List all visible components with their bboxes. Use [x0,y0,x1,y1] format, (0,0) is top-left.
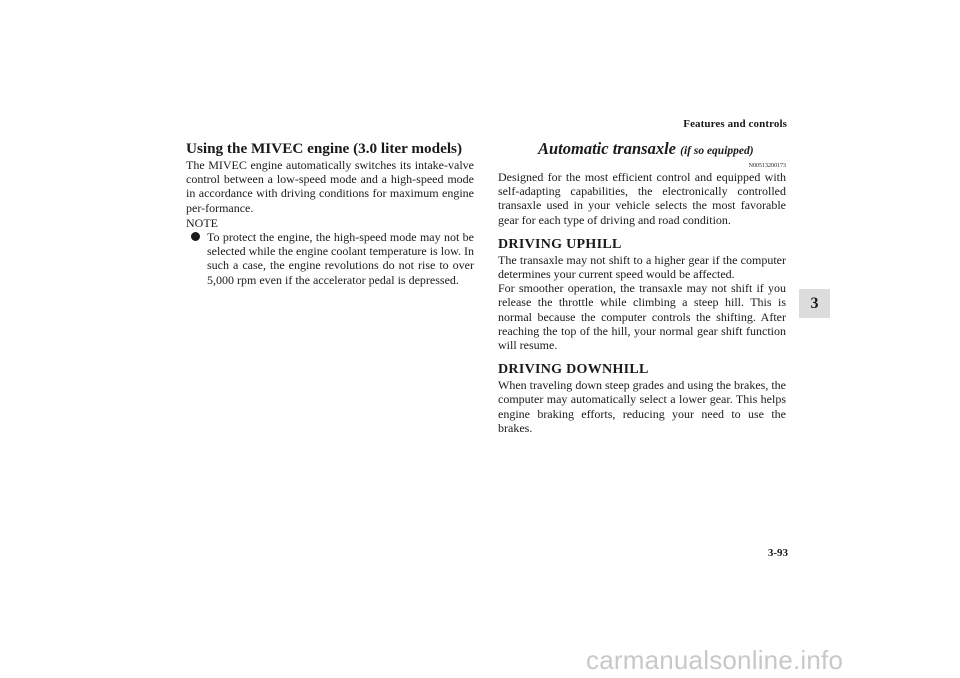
note-text: To protect the engine, the high-speed mode may not be selected while the engine coolant temperature is low. In such a case, the engine revolutions do not rise to over 5,000 rpm even if the accelerator pedal is depressed. [207,230,474,287]
page-header: Features and controls [683,118,787,130]
uphill-paragraph-2: For smoother operation, the transaxle may not shift if you release the throttle while climbing a steep hill. This is normal because the computer controls the shifting. After reaching the top of the hill, your normal gear shift function will resume. [498,281,786,353]
mivec-paragraph: The MIVEC engine automatically switches its intake-valve control between a low-speed mode and a high-speed mode in accordance with driving conditions for maximum engine per-formance. [186,158,474,215]
chapter-tab [799,289,830,318]
transaxle-intro: Designed for the most efficient control and equipped with self-adapting capabilities, the electronically controlled transaxle used in your vehicle selects the most favorable gear for each type of driving and road condition. [498,170,786,227]
note-label: NOTE [186,215,218,230]
uphill-paragraph-1: The transaxle may not shift to a higher gear if the computer determines your current speed would be affected. [498,252,786,282]
watermark: carmanualsonline.info [586,645,844,675]
mivec-heading: Using the MIVEC engine (3.0 liter models) [186,140,463,157]
page-number: 3-93 [767,547,788,559]
left-column [186,140,474,287]
downhill-paragraph: When traveling down steep grades and using the brakes, the computer may automatically select a lower gear. This helps engine braking efforts, reducing your need to use the brakes. [498,378,786,435]
reference-code: N00513200173 [748,163,786,169]
downhill-heading: DRIVING DOWNHILL [498,362,649,378]
right-column [498,140,786,435]
transaxle-heading [538,140,786,160]
bullet-icon [191,232,200,241]
uphill-heading: DRIVING UPHILL [498,236,622,252]
chapter-tab-number: 3 [810,294,819,312]
transaxle-heading-title: Automatic transaxle [538,139,676,158]
transaxle-heading-qualifier: (if so equipped) [680,145,754,157]
note-item [186,230,474,287]
